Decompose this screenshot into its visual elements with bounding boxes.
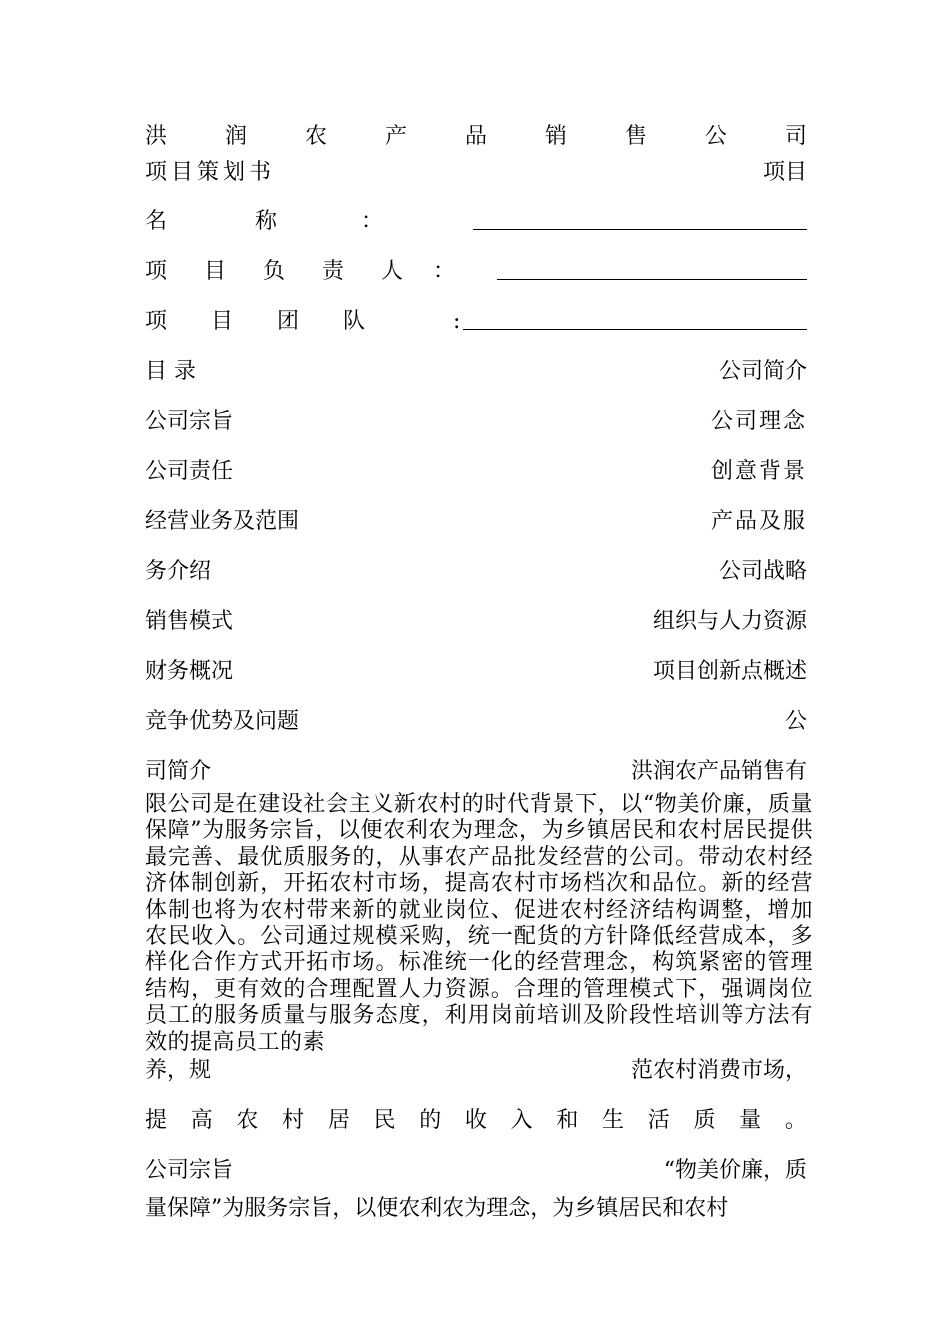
toc-right: 产品及服 [710,509,807,534]
field-label-char: 项 [145,309,168,334]
toc-row [145,657,807,687]
spaced-char: 农 [236,1108,259,1133]
toc-right: 洪润农产品销售有 [630,759,807,784]
toc-left: 竞争优势及问题 [145,709,300,734]
tail-left: 养，规 [145,1058,212,1083]
toc-left: 目 录 [145,359,196,384]
toc-row [145,507,807,537]
toc-row [145,607,807,637]
field-label-char: 队 [343,309,366,334]
field-project-leader [145,257,807,287]
toc-row [145,407,807,437]
toc-right: 公司简介 [718,359,807,384]
purpose-heading: 公司宗旨 [145,1158,234,1183]
field-label-colon: : [453,309,461,334]
spaced-char: 村 [282,1108,305,1133]
field-label-colon: ： [433,259,456,284]
field-label-char: 称 [255,209,278,234]
spaced-char: 居 [327,1108,350,1133]
toc-left: 务介绍 [145,559,212,584]
project-name-blank[interactable] [473,207,807,230]
paragraph-tail-row [145,1056,807,1086]
subtitle-row [145,158,807,188]
toc-right: 公 [784,709,807,734]
field-label-char: 责 [322,259,345,284]
toc-left: 公司责任 [145,459,234,484]
spaced-char: 收 [464,1108,487,1133]
spaced-char: 入 [510,1108,533,1133]
spaced-sentence [145,1106,807,1136]
field-label-char: 目 [204,259,227,284]
field-label-char: 名 [145,209,168,234]
title-char: 司 [784,124,807,149]
purpose-row [145,1156,807,1186]
field-project-name [145,207,807,237]
toc-row [145,357,807,387]
document-title [145,122,807,152]
field-label-char: 项 [145,259,168,284]
title-char: 售 [624,124,647,149]
toc-left: 司简介 [145,759,212,784]
spaced-char: 民 [373,1108,396,1133]
purpose-text: 量保障”为服务宗旨，以便农利农为理念，为乡镇居民和农村 [145,1196,729,1221]
toc-left: 经营业务及范围 [145,509,300,534]
spaced-char: 和 [556,1108,579,1133]
company-intro-paragraph: 限公司是在建设社会主义新农村的时代背景下，以“物美价廉，质量保障”为服务宗旨，以便农利农为理念，为乡镇居民和农村居民提供最完善、最优质服务的，从事农产品批发经营的公司。带动农村经济体制创新，开拓农村市场，提高农村市场档次和品位。新的经营体制也将为农村带来新的就业岗位、促进农村经济结构调整，增加农民收入。公司通过规模采购，统一配货的方针降低经营成本，多样化合作方式开拓市场。标准统一化的经营理念，构筑紧密的管理结构，更有效的合理配置人力资源。合理的管理模式下，强调岗位员工的服务质量与服务态度，利用岗前培训及阶段性培训等方法有效的提高员工的素 [145,792,813,1055]
tail-right: 范农村消费市场， [630,1058,807,1083]
field-project-team [145,307,807,337]
spaced-char: 。 [784,1108,807,1133]
document-subtitle: 项目策划书 [145,160,276,185]
spaced-char: 质 [693,1108,716,1133]
subtitle-right-text: 项目 [762,160,807,185]
spaced-char: 生 [602,1108,625,1133]
toc-row [145,557,807,587]
spaced-char: 活 [647,1108,670,1133]
project-team-blank[interactable] [463,307,807,330]
field-label-char: 团 [277,309,300,334]
title-char: 洪 [145,124,168,149]
toc-right: 项目创新点概述 [652,659,807,684]
toc-left: 销售模式 [145,609,234,634]
title-char: 农 [304,124,327,149]
toc-row [145,457,807,487]
spaced-char: 高 [190,1108,213,1133]
project-leader-blank[interactable] [497,257,807,280]
toc-left: 公司宗旨 [145,409,234,434]
field-label-char: 负 [263,259,286,284]
field-label-char: 目 [211,309,234,334]
spaced-char: 的 [419,1108,442,1133]
toc-right: 组织与人力资源 [652,609,807,634]
toc-left: 财务概况 [145,659,234,684]
title-char: 产 [384,124,407,149]
toc-row [145,757,807,787]
title-char: 润 [224,124,247,149]
purpose-text-line [145,1194,807,1224]
toc-row [145,707,807,737]
spaced-char: 量 [739,1108,762,1133]
title-char: 公 [704,124,727,149]
purpose-right-text: “物美价廉，质 [663,1158,807,1183]
toc-right: 公司战略 [718,559,807,584]
field-label-colon: ： [361,209,384,234]
field-label-char: 人 [381,259,404,284]
toc-right: 创意背景 [710,459,807,484]
toc-right: 公司理念 [710,409,807,434]
spaced-char: 提 [145,1108,168,1133]
title-char: 品 [464,124,487,149]
title-char: 销 [544,124,567,149]
